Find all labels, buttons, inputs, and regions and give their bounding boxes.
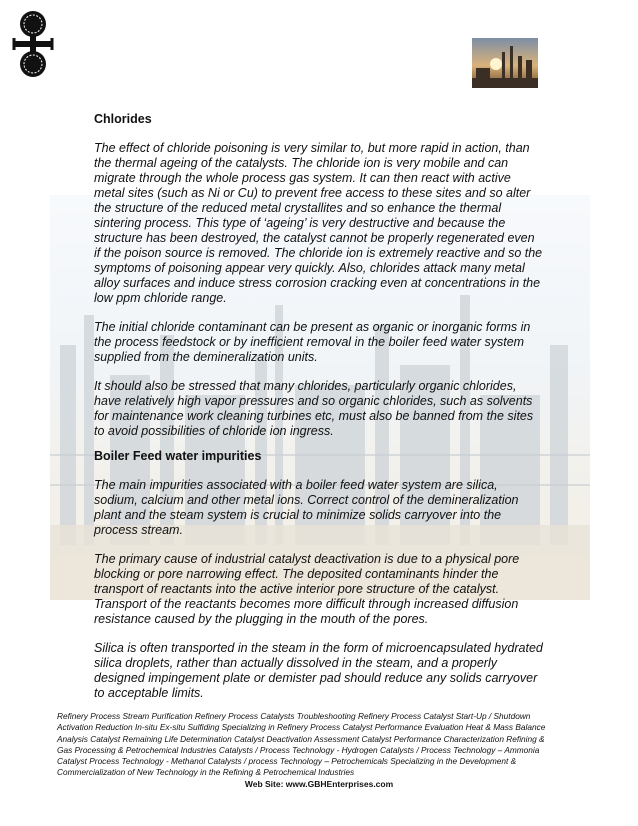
section-heading: Boiler Feed water impurities [94, 449, 262, 463]
section-boiler-feed-water [94, 449, 544, 701]
section-heading: Chlorides [94, 112, 152, 126]
paragraph: The main impurities associated with a boiler feed water system are silica, sodium, calcium and other metal ions. Correct control of the demineralization plant and the steam system is crucial to minimize solids carryover into the process stream. [94, 478, 519, 537]
paragraph: It should also be stressed that many chlorides, particularly organic chlorides, have relatively high vapor pressures and so organic chlorides, such as solvents for maintenance work cleaning turbines etc, must also be banned from the sites to avoid possibilities of chloride ion ingress. [94, 379, 534, 438]
company-logo-icon [12, 8, 54, 80]
document-body [94, 112, 544, 701]
paragraph: The effect of chloride poisoning is very similar to, but more rapid in action, than the thermal ageing of the catalysts. The chloride ion is very mobile and can migrate through the whole process gas system. It can then react with active metal sites (such as Ni or Cu) to prevent free access to these sites and so alter the structure of the reduced metal crystallites and so enhance the thermal sintering process. This type of ‘ageing’ is very destructive and because the structure has been destroyed, the catalyst cannot be properly regenerated even if the poison source is removed. The chloride ion is extremely reactive and so the symptoms of poisoning appear very quickly. Also, chlorides attack many metal alloy surfaces and induce stress corrosion cracking even at concentrations in the low ppm chloride range. [94, 141, 543, 305]
paragraph: The initial chloride contaminant can be present as organic or inorganic forms in the process feedstock or by inefficient removal in the boiler feed water system supplied from the demineralization units. [94, 320, 531, 364]
paragraph: The primary cause of industrial catalyst deactivation is due to a physical pore blocking or pore narrowing effect. The deposited contaminants hinder the transport of reactants into the active interior pore structure of the catalyst. Transport of the reactants becomes more difficult through increased diffusion resistance caused by the plugging in the mouth of the pores. [94, 552, 520, 626]
footer-website-link[interactable]: Web Site: www.GBHEnterprises.com [244, 779, 394, 789]
footer-services-text: Refinery Process Stream Purification Refinery Process Catalysts Troubleshooting Refinery Process Catalyst Start-Up / Shutdown Activation Reduction In-situ Ex-situ Sulfiding Specializing in Refinery Process Catalyst Performance Evaluation Heat & Mass Balance Analysis Catalyst Remaining Life Determination Catalyst Deactivation Assessment Catalyst Performance Characterization Refining & Gas Processing & Petrochemical Industries Catalysts / Process Technology - Hydrogen Catalysts / Process Technology – Ammonia Catalyst Process Technology - Methanol Catalysts / process Technology – Petrochemicals Specializing in the Development & Commercialization of New Technology in the Refining & Petrochemical Industries [57, 711, 546, 778]
paragraph: Silica is often transported in the steam in the form of microencapsulated hydrated silica droplets, rather than actually dissolved in the steam, and a properly designed impingement plate or demister pad should reduce any solids carryover to acceptable limits. [94, 641, 543, 700]
refinery-thumbnail-image [472, 38, 538, 88]
section-chlorides [94, 112, 544, 439]
